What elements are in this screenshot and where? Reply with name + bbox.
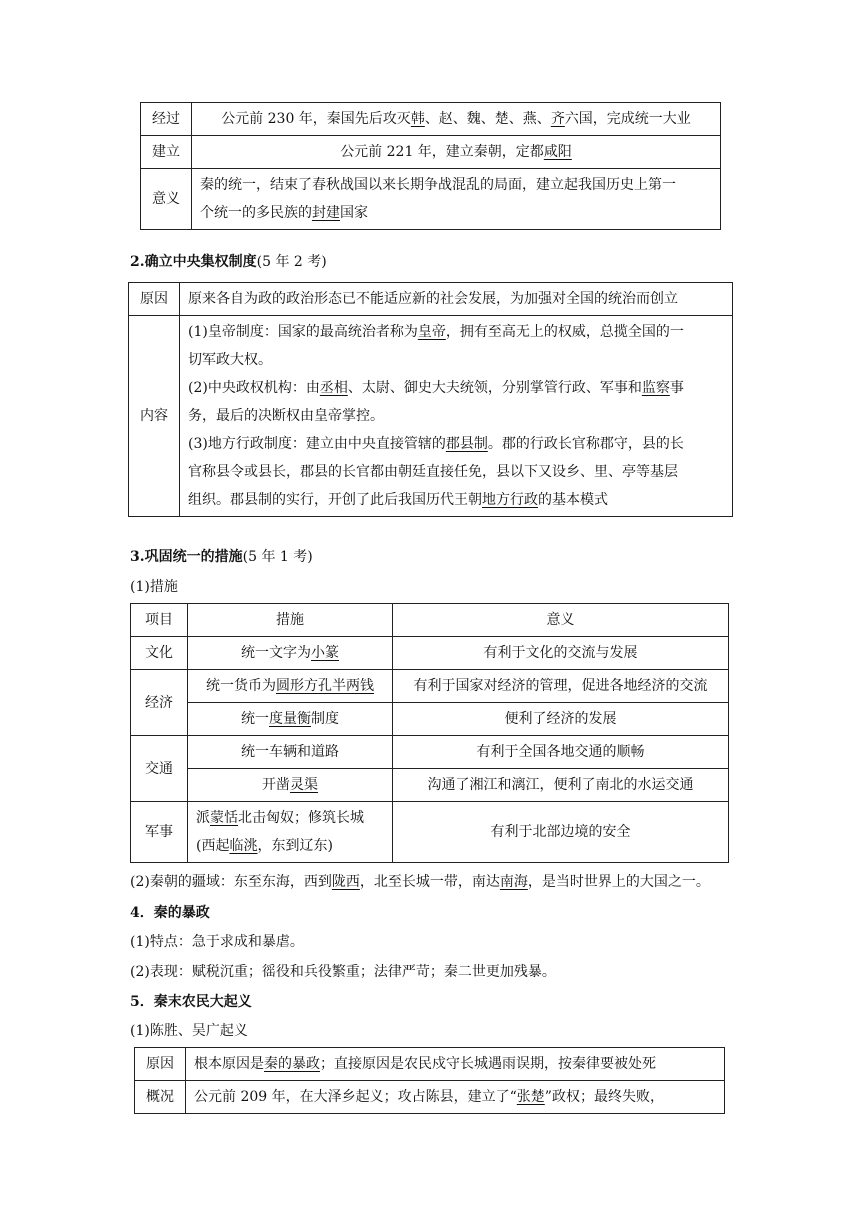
table-row bbox=[141, 103, 721, 136]
table-row bbox=[131, 703, 729, 736]
central-power-table bbox=[128, 282, 733, 517]
header-cell: 项目 bbox=[131, 604, 188, 637]
table-row bbox=[141, 169, 721, 230]
row-label: 军事 bbox=[131, 802, 188, 863]
territory-paragraph: (2)秦朝的疆域：东至东海，西到陇西，北至长城一带，南达南海，是当时世界上的大国之一。 bbox=[130, 874, 710, 890]
row-label: 经济 bbox=[131, 670, 188, 736]
measures-table bbox=[130, 603, 729, 863]
table-row bbox=[135, 1048, 725, 1081]
table-cell: 公元前 209 年，在大泽乡起义；攻占陈县，建立了“张楚”政权；最终失败， bbox=[186, 1081, 725, 1114]
table-row bbox=[141, 136, 721, 169]
table-row bbox=[131, 802, 729, 863]
row-label: 文化 bbox=[131, 637, 188, 670]
sub-heading: (1)陈胜、吴广起义 bbox=[130, 1023, 248, 1039]
table-row bbox=[131, 637, 729, 670]
header-cell: 意义 bbox=[393, 604, 729, 637]
row-label: 概况 bbox=[135, 1081, 186, 1114]
table-row bbox=[131, 769, 729, 802]
table-cell: (1)皇帝制度：国家的最高统治者称为皇帝，拥有至高无上的权威，总揽全国的一 切军政大权。 (2)中央政权机构：由丞相、太尉、御史大夫统领，分别掌管行政、军事和监察事 务，最后的决断权由皇帝掌控。 (3)地方行政制度：建立由中央直接管辖的郡县制。郡的行政长官称郡守，县的长 官称县令或县长，郡县的长官都由朝廷直接任免，县以下又设乡、里、亭等基层 组织。郡县制的实行，开创了此后我国历代王朝地方行政的基本模式 bbox=[180, 316, 733, 517]
table-cell: 统一车辆和道路 bbox=[188, 736, 393, 769]
row-label: 意义 bbox=[141, 169, 192, 230]
paragraph: (1)特点：急于求成和暴虐。 bbox=[130, 934, 304, 950]
table-cell: 有利于北部边境的安全 bbox=[393, 802, 729, 863]
table-cell: 公元前 221 年，建立秦朝，定都咸阳 bbox=[192, 136, 721, 169]
paragraph: (2)表现：赋税沉重；徭役和兵役繁重；法律严苛；秦二世更加残暴。 bbox=[130, 964, 556, 980]
table-row bbox=[131, 670, 729, 703]
table-cell: 公元前 230 年，秦国先后攻灭韩、赵、魏、楚、燕、齐六国，完成统一大业 bbox=[192, 103, 721, 136]
table-row bbox=[135, 1081, 725, 1114]
table-cell: 有利于国家对经济的管理，促进各地经济的交流 bbox=[393, 670, 729, 703]
uprising-table bbox=[134, 1047, 725, 1114]
table-cell: 有利于全国各地交通的顺畅 bbox=[393, 736, 729, 769]
sub-heading: (1)措施 bbox=[130, 579, 178, 595]
table-row bbox=[131, 604, 729, 637]
section-heading: 5．秦末农民大起义 bbox=[130, 994, 252, 1010]
row-label: 内容 bbox=[129, 316, 180, 517]
table-row bbox=[129, 316, 733, 517]
header-cell: 措施 bbox=[188, 604, 393, 637]
table-row bbox=[129, 283, 733, 316]
section-heading: 4．秦的暴政 bbox=[130, 905, 210, 921]
row-label: 经过 bbox=[141, 103, 192, 136]
section-heading: 3.巩固统一的措施(5 年 1 考) bbox=[130, 549, 313, 565]
row-label: 原因 bbox=[135, 1048, 186, 1081]
table-cell: 统一文字为小篆 bbox=[188, 637, 393, 670]
table-cell: 统一度量衡制度 bbox=[188, 703, 393, 736]
row-label: 建立 bbox=[141, 136, 192, 169]
section-heading: 2.确立中央集权制度(5 年 2 考) bbox=[130, 254, 327, 270]
row-label: 原因 bbox=[129, 283, 180, 316]
table-cell: 派蒙恬北击匈奴；修筑长城 (西起临洮，东到辽东) bbox=[188, 802, 393, 863]
table-cell: 原来各自为政的政治形态已不能适应新的社会发展，为加强对全国的统治而创立 bbox=[180, 283, 733, 316]
table-cell: 便利了经济的发展 bbox=[393, 703, 729, 736]
table-cell: 有利于文化的交流与发展 bbox=[393, 637, 729, 670]
row-label: 交通 bbox=[131, 736, 188, 802]
table-row bbox=[131, 736, 729, 769]
unification-table bbox=[140, 102, 721, 230]
table-cell: 根本原因是秦的暴政；直接原因是农民戍守长城遇雨误期，按秦律要被处死 bbox=[186, 1048, 725, 1081]
table-cell: 秦的统一，结束了春秋战国以来长期争战混乱的局面，建立起我国历史上第一 个统一的多民族的封建国家 bbox=[192, 169, 721, 230]
table-cell: 沟通了湘江和漓江，便利了南北的水运交通 bbox=[393, 769, 729, 802]
table-cell: 开凿灵渠 bbox=[188, 769, 393, 802]
table-cell: 统一货币为圆形方孔半两钱 bbox=[188, 670, 393, 703]
